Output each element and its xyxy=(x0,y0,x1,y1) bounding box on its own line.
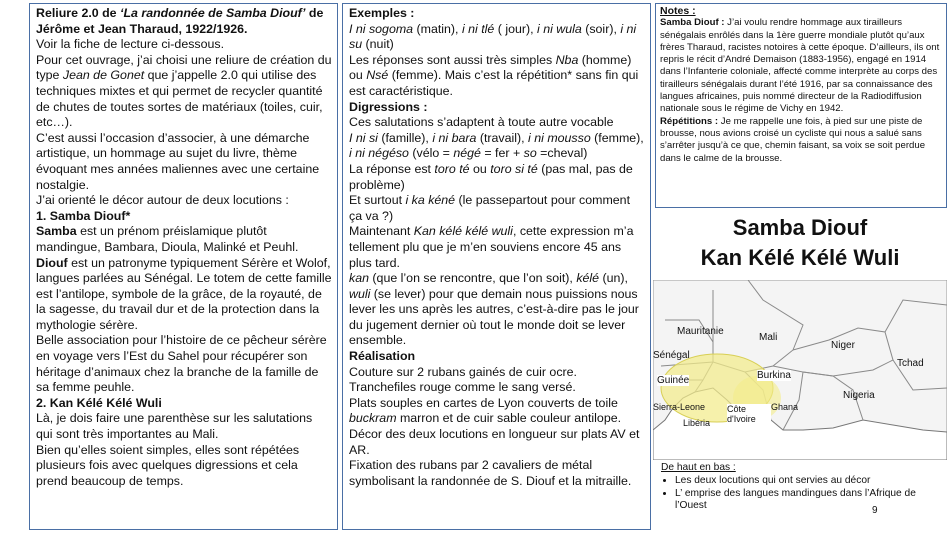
west-africa-map xyxy=(653,280,947,460)
paragraph-plats: Plats souples en cartes de Lyon couverts de toile buckram marron et de cuir sable couleur antilope. xyxy=(349,395,622,426)
map-caption xyxy=(661,462,946,513)
map-label-cote-divoire: Côte d'Ivoire xyxy=(727,404,771,424)
map-label-senegal: Sénégal xyxy=(653,350,690,361)
paragraph-reponses: Les réponses sont aussi très simples Nba (homme) ou Nsé (femme). Mais c’est la répétition* sans fin qui est caractéristique. xyxy=(349,52,639,98)
section-heading-2: 2. Kan Kélé Kélé Wuli xyxy=(36,395,162,410)
heading-realisation: Réalisation xyxy=(349,349,416,364)
map-label-burkina: Burkina xyxy=(757,370,791,381)
paragraph-fixation: Fixation des rubans par 2 cavaliers de métal symbolisant la randonnée de S. Diouf et la mitraille. xyxy=(349,458,632,488)
caption-item: • L’ emprise des langues mandingues dans l’Afrique de l’Ouest xyxy=(675,488,946,514)
map-label-niger: Niger xyxy=(831,340,855,351)
paragraph-diouf: Diouf est un patronyme typiquement Sérère et Wolof, langues parlées au Sénégal. Le totem de cette famille est l’antilope, symbole de la grâce, de la royauté, de la sagesse, du travail dur et de la protection dans la mythologie sérère. xyxy=(36,255,332,332)
paragraph-intro: Pour cet ouvrage, j’ai choisi une reliure de création du type Jean de Gonet que j’appelle 2.0 qui utilise des techniques mixtes et qui permet de recycler quantité de chutes de toutes sortes de matériaux (toiles, cuir, etc…). xyxy=(36,52,332,130)
map-label-tchad: Tchad xyxy=(897,358,924,369)
note-samba: Samba Diouf : J’ai voulu rendre hommage aux tirailleurs sénégalais enrôlés dans la 1ère guerre mondiale plutôt qu’aux frères Tharaud, racistes notoires à cette époque. D’ailleurs, ils ont repris le récit d’André Demaison (1883-1956), engagé en 1914 dans l’Infanterie coloniale, affecté comme interprète au corps des tirailleurs sénégalais durant l’été 1916, par sa connaissance des langues africaines, puis nommé directeur de la Radiodiffusion nationale sous le régime de Vichy en 1942. xyxy=(660,17,940,115)
paragraph-la: Là, je dois faire une parenthèse sur les salutations qui sont très importantes au Mali. xyxy=(36,411,313,442)
map-label-nigeria: Nigeria xyxy=(843,390,875,401)
page-number: 9 xyxy=(872,505,878,516)
paragraph-surtout: Et surtout i ka kéné (le passepartout pour comment ça va ?) xyxy=(349,193,631,223)
paragraph-bien: Bien qu’elles soient simples, elles sont répétées plusieurs fois avec quelques digressions et cela prend beaucoup de temps. xyxy=(36,442,300,488)
paragraph-reponse-toro: La réponse est toro té ou toro si té (pas mal, pas de problème) xyxy=(349,161,633,192)
section-heading-1: 1. Samba Diouf* xyxy=(36,208,131,223)
heading-digressions: Digressions : xyxy=(349,99,428,114)
paragraph-couture: Couture sur 2 rubans gainés de cuir ocre. xyxy=(349,364,577,379)
paragraph-occasion: C’est aussi l’occasion d’associer, à une démarche artistique, un hommage au sujet du livre, thème évoquant mes années maliennes avec une certaine nostalgie. xyxy=(36,130,320,192)
caption-title: De haut en bas : xyxy=(661,462,736,473)
paragraph-belle: Belle association pour l’histoire de ce pêcheur sérère en voyage vers l’Est du Sahel pour récupérer son héritage d’animaux chez la branche de la famille de sa femme peuhle. xyxy=(36,333,327,395)
column-left xyxy=(29,3,338,530)
notes-box xyxy=(655,3,947,208)
map-label-mauritanie: Mauritanie xyxy=(677,326,724,337)
book-title: Reliure 2.0 de ‘La randonnée de Samba Diouf’ de Jérôme et Jean Tharaud, 1922/1926. xyxy=(36,6,324,36)
paragraph-exemples: I ni sogoma (matin), i ni tlé ( jour), i ni wula (soir), i ni su (nuit) xyxy=(349,21,637,52)
map-label-liberia: Libéria xyxy=(683,418,711,428)
column-middle xyxy=(342,3,651,530)
paragraph-tranchefiles: Tranchefiles rouge comme le sang versé. xyxy=(349,380,576,395)
headline-samba-diouf: Samba Diouf xyxy=(732,215,868,240)
map-label-guinee: Guinée xyxy=(657,375,690,386)
paragraph-maintenant: Maintenant Kan kélé kélé wuli, cette expression m’a tellement plu que je m’en souviens encore 45 ans plus tard. xyxy=(349,224,634,270)
note-repetitions: Répétitions : Je me rappelle une fois, à pied sur une piste de brousse, nous avions croisé un cycliste qui nous a salué sans s’arrêter jusqu’à ce que, chemin faisant, sa voix se soit perdue dans le calme de la brousse. xyxy=(660,115,926,164)
caption-item: • Les deux locutions qui ont servies au décor xyxy=(675,475,946,488)
paragraph-fiche: Voir la fiche de lecture ci-dessous. xyxy=(36,37,225,52)
heading-exemples: Exemples : xyxy=(349,6,415,20)
map-label-mali: Mali xyxy=(759,332,778,343)
map-label-sierra-leone: Sierra-Leone xyxy=(653,402,706,412)
paragraph-vocables: I ni si (famille), i ni bara (travail), i ni mousso (femme), i ni négéso (vélo = négé = fer + so =cheval) xyxy=(349,130,644,161)
paragraph-samba: Samba est un prénom préislamique plutôt mandingue, Bambara, Dioula, Malinké et Peuhl. xyxy=(36,224,299,254)
map-label-ghana: Ghana xyxy=(771,402,799,412)
notes-title: Notes : xyxy=(660,5,696,17)
paragraph-digressions: Ces salutations s’adaptent à toute autre vocable xyxy=(349,115,614,130)
paragraph-kan: kan (que l’on se rencontre, que l’on soit), kélé (un), wuli (se lever) pour que demain nous puissions nous lever les uns après les autres, c’est-à-dire pas le jour du jugement dernier où tout le monde doit se lever ensemble. xyxy=(349,271,639,348)
headline-kan-kele: Kan Kélé Kélé Wuli xyxy=(700,245,900,270)
paragraph-decor: Décor des deux locutions en longueur sur plats AV et AR. xyxy=(349,427,640,457)
paragraph-oriente: J’ai orienté le décor autour de deux locutions : xyxy=(36,193,289,208)
